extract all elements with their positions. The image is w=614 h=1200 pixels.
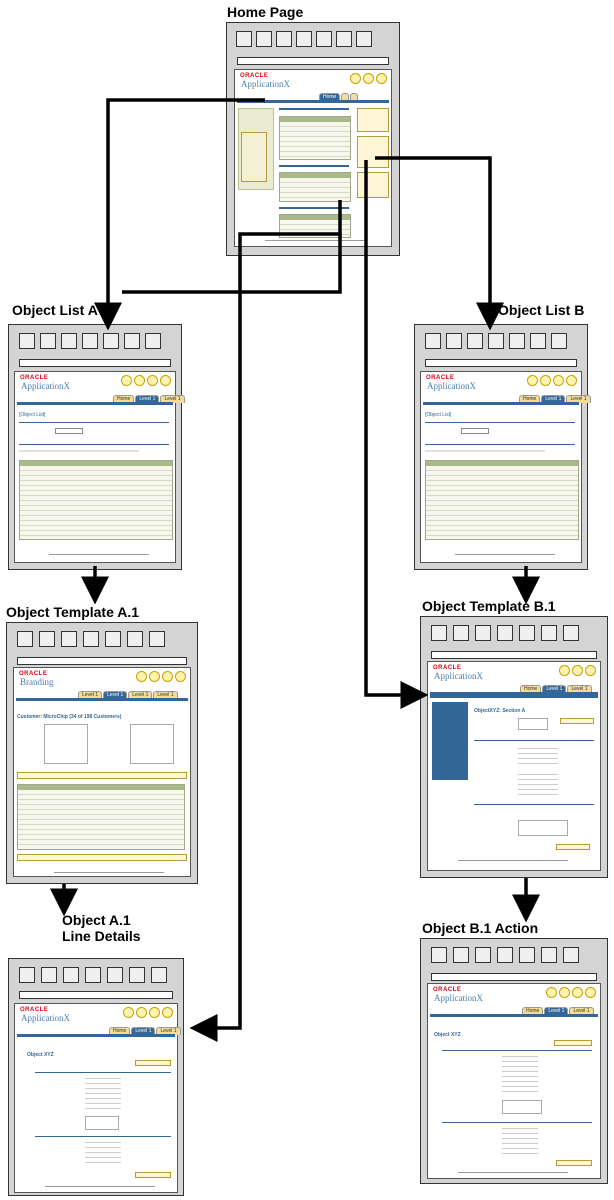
global-icons	[546, 987, 596, 998]
browser-frame-list-b	[414, 324, 588, 570]
cancel-apply-buttons	[560, 718, 594, 724]
results-header	[19, 444, 169, 445]
global-icons	[559, 665, 596, 676]
tab-level-1: Level 1	[541, 395, 565, 403]
address-bar	[19, 359, 171, 367]
screen-label-action-b1: Object B.1 Action	[422, 920, 539, 936]
oracle-logo: ORACLE	[20, 1007, 49, 1013]
tab-level-1: Level 1	[78, 691, 102, 699]
section-b-header	[35, 1136, 171, 1137]
tab-level-1: Level 1	[135, 395, 159, 403]
description-box	[502, 1100, 542, 1114]
instruction-text	[425, 450, 545, 452]
header-bar	[237, 100, 389, 103]
page-tmpl-b1	[427, 661, 601, 871]
radio-group	[518, 748, 558, 766]
page-heading: Object XYZ	[27, 1052, 54, 1058]
form-fields-left	[44, 724, 88, 764]
footer-links	[265, 240, 365, 241]
home-table-2	[279, 172, 351, 202]
oracle-logo: ORACLE	[433, 987, 462, 993]
bottom-buttons	[556, 844, 590, 850]
screen-label-list-a: Object List A	[12, 302, 98, 318]
long-description-box	[518, 820, 568, 836]
edge-home-to-detail-a1	[200, 200, 340, 1028]
footer-links	[45, 1186, 155, 1187]
results-header	[425, 444, 575, 445]
oracle-logo: ORACLE	[426, 375, 455, 381]
tab-home: Home	[319, 93, 340, 101]
results-table	[19, 460, 173, 540]
home-table-1	[279, 116, 351, 160]
subtabs-1	[17, 772, 187, 779]
tab-home: Home	[113, 395, 134, 403]
subtabs-2	[17, 854, 187, 861]
search-header	[425, 422, 575, 423]
header-bar	[16, 698, 188, 701]
tab-level-1d: Level 1	[153, 691, 177, 699]
home-related-2	[357, 136, 389, 168]
section-b-header	[442, 1122, 592, 1123]
results-table	[425, 460, 579, 540]
tab-level-1b: Level 1	[156, 1027, 180, 1035]
tabs-tmpl-b1	[520, 685, 592, 692]
address-bar	[431, 973, 597, 981]
checkbox-group	[518, 774, 558, 796]
home-related-1	[357, 108, 389, 132]
tabs-list-b	[519, 395, 591, 402]
header-bar	[430, 692, 598, 698]
form-fields-right	[130, 724, 174, 764]
tab-home: Home	[109, 1027, 130, 1035]
page-tmpl-a1	[13, 667, 191, 877]
address-bar	[17, 657, 187, 665]
search-field	[461, 428, 489, 434]
tab-level-1: Level 1	[544, 1007, 568, 1015]
section-b-fields	[85, 1142, 121, 1164]
oracle-logo: ORACLE	[433, 665, 462, 671]
description-box	[85, 1116, 119, 1130]
browser-frame-detail-a1	[8, 958, 184, 1196]
app-brand: ApplicationX	[21, 381, 70, 391]
footer-links	[458, 1172, 568, 1173]
tab-level-1b: Level 1	[567, 685, 591, 693]
header-bar	[423, 402, 579, 405]
subsection-1	[474, 740, 594, 741]
tabs-detail-a1	[109, 1027, 181, 1034]
cancel-apply-buttons	[135, 1060, 171, 1066]
tab-home: Home	[519, 395, 540, 403]
browser-frame-tmpl-b1	[420, 616, 608, 878]
page-home	[234, 69, 392, 247]
address-bar	[237, 57, 389, 65]
screen-label-home: Home Page	[227, 4, 304, 20]
browser-frame-home	[226, 22, 400, 256]
global-icons	[350, 73, 387, 84]
global-icons	[136, 671, 186, 682]
bottom-buttons	[135, 1172, 171, 1178]
page-heading: ObjectXYZ: Section A	[474, 708, 526, 714]
home-table-3	[279, 214, 351, 238]
address-bar	[19, 991, 173, 999]
browser-frame-list-a	[8, 324, 182, 570]
page-heading: [Object List]	[425, 412, 452, 418]
footer-links	[458, 860, 568, 861]
addresses-table	[17, 784, 185, 850]
section-a-header	[442, 1050, 592, 1051]
app-brand: ApplicationX	[21, 1013, 70, 1023]
app-brand: ApplicationX	[434, 993, 483, 1003]
page-list-a	[14, 371, 181, 563]
home-side-list	[241, 132, 267, 182]
section-a-fields	[85, 1078, 121, 1112]
page-action-b1	[427, 983, 601, 1179]
tab-level-1: Level 1	[542, 685, 566, 693]
address-bar	[431, 651, 597, 659]
header-bar	[17, 1034, 175, 1037]
app-brand: ApplicationX	[434, 671, 483, 681]
page-list-b	[420, 371, 587, 563]
oracle-logo: ORACLE	[20, 375, 49, 381]
tab-level-1b: Level 1	[103, 691, 127, 699]
page-detail-a1	[14, 1003, 178, 1193]
header-bar	[430, 1014, 598, 1017]
oracle-logo: ORACLE	[19, 671, 48, 677]
global-icons	[121, 375, 171, 386]
browser-frame-tmpl-a1	[6, 622, 198, 884]
tabs-tmpl-a1	[78, 691, 178, 698]
app-brand: Branding	[20, 677, 54, 687]
screen-label-tmpl-a1: Object Template A.1	[6, 604, 140, 620]
tabs-home	[319, 93, 358, 100]
home-related-3	[357, 172, 389, 198]
description-box	[518, 718, 548, 730]
tab-home: Home	[520, 685, 541, 693]
home-portlet-3	[279, 207, 349, 209]
search-field	[55, 428, 83, 434]
tabs-list-a	[113, 395, 185, 402]
search-header	[19, 422, 169, 423]
bottom-buttons	[556, 1160, 592, 1166]
cancel-apply-buttons	[554, 1040, 592, 1046]
footer-links	[49, 554, 149, 555]
page-heading: Customer: MicroChip (34 of 198 Customers)	[17, 714, 122, 720]
subsection-2	[474, 804, 594, 805]
tabs-action-b1	[522, 1007, 594, 1014]
header-bar	[17, 402, 173, 405]
oracle-logo: ORACLE	[240, 73, 269, 79]
footer-links	[54, 872, 164, 873]
browser-frame-action-b1	[420, 938, 608, 1184]
section-a-fields	[502, 1056, 538, 1096]
screen-label-tmpl-b1: Object Template B.1	[422, 598, 556, 614]
app-brand: ApplicationX	[427, 381, 476, 391]
address-bar	[425, 359, 577, 367]
global-icons	[527, 375, 577, 386]
tab-level-1: Level 1	[131, 1027, 155, 1035]
global-icons	[123, 1007, 173, 1018]
screen-label-detail-a1: Object A.1 Line Details	[62, 912, 141, 944]
tab-level-1b: Level 1	[569, 1007, 593, 1015]
home-portlet-2	[279, 165, 349, 167]
section-nav	[432, 702, 468, 780]
instruction-text	[19, 450, 139, 452]
tab-home: Home	[522, 1007, 543, 1015]
app-brand: ApplicationX	[241, 79, 290, 89]
tab-level-1b: Level 1	[160, 395, 184, 403]
page-heading: [Object List]	[19, 412, 46, 418]
section-a-header	[35, 1072, 171, 1073]
screen-label-list-b: Object List B	[498, 302, 585, 318]
footer-links	[455, 554, 555, 555]
home-portlet-1	[279, 108, 349, 110]
page-heading: Object XYZ	[434, 1032, 461, 1038]
section-b-fields	[502, 1128, 538, 1154]
tab-level-1b: Level 1	[566, 395, 590, 403]
tab-level-1c: Level 1	[128, 691, 152, 699]
